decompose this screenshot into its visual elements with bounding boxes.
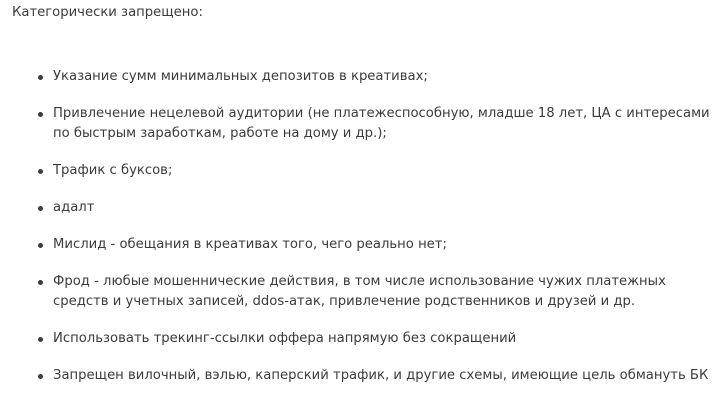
prohibited-rules-list xyxy=(0,67,714,403)
rule-item-adult: адалт xyxy=(0,198,714,218)
rule-item-mislead: Мислид - обещания в креативах того, чего реально нет; xyxy=(0,235,714,255)
rule-item-fraud: Фрод - любые мошеннические действия, в том числе использование чужих платежных средств и учетных записей, ddos-атак, привлечение родственников и друзей и др. xyxy=(0,272,714,312)
rule-item-untargeted-audience: Привлечение нецелевой аудитории (не платежеспособную, младше 18 лет, ЦА с интересами по быстрым заработкам, работе на дому и др.); xyxy=(0,104,714,144)
rule-item-bux-traffic: Трафик с буксов; xyxy=(0,161,714,181)
rule-item-min-deposits: Указание сумм минимальных депозитов в креативах; xyxy=(0,67,714,87)
rule-item-tracking-links: Использовать трекинг-ссылки оффера напрямую без сокращений xyxy=(0,329,714,349)
rule-item-arbitrage-schemes: Запрещен вилочный, вэлью, каперский трафик, и другие схемы, имеющие цель обмануть БК xyxy=(0,366,714,386)
section-heading: Категорически запрещено: xyxy=(12,5,203,20)
